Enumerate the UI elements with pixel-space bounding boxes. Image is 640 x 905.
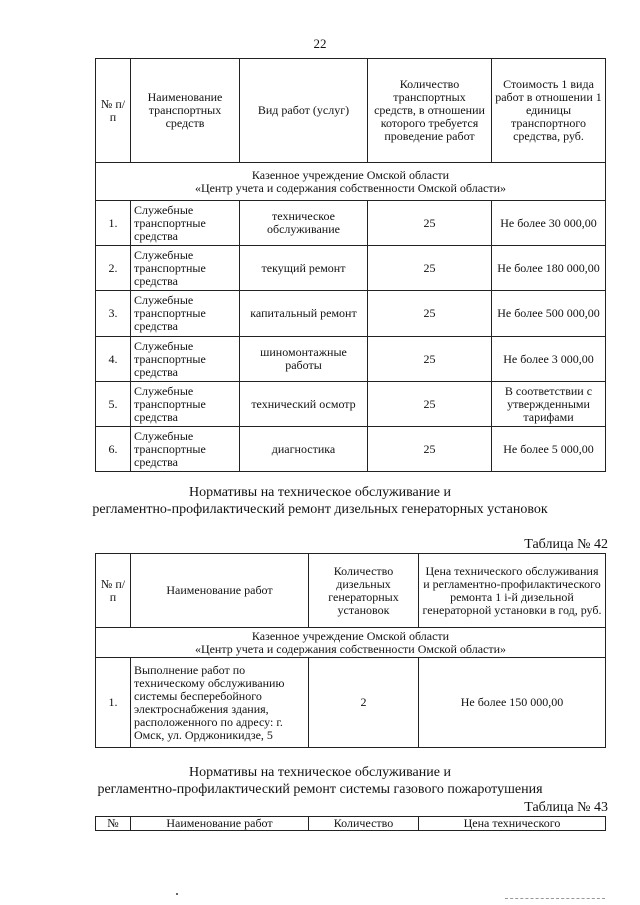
row-vehicle-name: Служебные транспортные средства xyxy=(131,291,240,337)
group-cell xyxy=(96,163,606,201)
table-header-row xyxy=(96,554,606,628)
row-number: 5. xyxy=(96,382,131,427)
row-vehicle-count: 25 xyxy=(368,337,492,382)
section-2-title-line-2: регламентно-профилактический ремонт дизельных генераторных установок xyxy=(92,502,548,517)
row-number: 2. xyxy=(96,246,131,291)
row-vehicle-name: Служебные транспортные средства xyxy=(131,382,240,427)
group-row xyxy=(96,628,606,658)
header-price: Цена технического xyxy=(419,817,606,831)
row-cost: Не более 5 000,00 xyxy=(492,427,606,472)
table-row xyxy=(96,658,606,748)
section-2-title xyxy=(0,484,640,518)
row-number: 4. xyxy=(96,337,131,382)
row-vehicle-name: Служебные транспортные средства xyxy=(131,337,240,382)
header-work-name: Наименование работ xyxy=(131,817,309,831)
header-generator-count: Количество дизельных генераторных установок xyxy=(309,554,419,628)
table-row xyxy=(96,337,606,382)
row-vehicle-count: 25 xyxy=(368,427,492,472)
row-work-type: техническое обслуживание xyxy=(240,201,368,246)
row-work-type: технический осмотр xyxy=(240,382,368,427)
table-row xyxy=(96,201,606,246)
group-cell xyxy=(96,628,606,658)
row-cost: В соответствии с утвержденными тарифами xyxy=(492,382,606,427)
row-cost: Не более 30 000,00 xyxy=(492,201,606,246)
section-2-title-line-1: Нормативы на техническое обслуживание и xyxy=(189,485,451,500)
section-3-title-line-2: регламентно-профилактический ремонт системы газового пожаротушения xyxy=(97,782,543,797)
header-vehicle-name: Наименование транспортных средств xyxy=(131,59,240,163)
header-number: № xyxy=(96,817,131,831)
table-row xyxy=(96,427,606,472)
table-row xyxy=(96,246,606,291)
group-line-2: «Центр учета и содержания собственности Омской области» xyxy=(194,641,507,656)
gas-fire-suppression-table xyxy=(95,816,606,831)
group-line-1: Казенное учреждение Омской области xyxy=(251,628,450,643)
row-vehicle-name: Служебные транспортные средства xyxy=(131,427,240,472)
row-cost: Не более 180 000,00 xyxy=(492,246,606,291)
row-cost: Не более 3 000,00 xyxy=(492,337,606,382)
group-line-2: «Центр учета и содержания собственности Омской области» xyxy=(194,180,507,195)
diesel-generator-table xyxy=(95,553,606,748)
scan-line xyxy=(505,898,605,899)
section-3-title-line-1: Нормативы на техническое обслуживание и xyxy=(189,765,451,780)
group-line-1: Казенное учреждение Омской области xyxy=(251,167,450,182)
row-vehicle-count: 25 xyxy=(368,201,492,246)
transport-works-table xyxy=(95,58,606,472)
page-number: 22 xyxy=(313,36,327,51)
row-work-type: капитальный ремонт xyxy=(240,291,368,337)
header-price: Цена технического обслуживания и регламентно-профилактического ремонта 1 i-й дизельной генераторной установки в год, руб. xyxy=(419,554,606,628)
scan-dot xyxy=(176,893,178,895)
header-work-type: Вид работ (услуг) xyxy=(240,59,368,163)
row-vehicle-name: Служебные транспортные средства xyxy=(131,246,240,291)
row-vehicle-name: Служебные транспортные средства xyxy=(131,201,240,246)
row-work-type: текущий ремонт xyxy=(240,246,368,291)
row-number: 1. xyxy=(96,201,131,246)
section-3-title xyxy=(0,764,640,798)
row-number: 6. xyxy=(96,427,131,472)
row-price: Не более 150 000,00 xyxy=(419,658,606,748)
table-header-row xyxy=(96,59,606,163)
group-row xyxy=(96,163,606,201)
table-header-row xyxy=(96,817,606,831)
row-vehicle-count: 25 xyxy=(368,291,492,337)
header-number: № п/п xyxy=(96,554,131,628)
row-vehicle-count: 25 xyxy=(368,246,492,291)
row-vehicle-count: 25 xyxy=(368,382,492,427)
row-work-type: шиномонтажные работы xyxy=(240,337,368,382)
row-generator-count: 2 xyxy=(309,658,419,748)
row-number: 1. xyxy=(96,658,131,748)
header-vehicle-count: Количество транспортных средств, в отношении которого требуется проведение работ xyxy=(368,59,492,163)
table-42-label: Таблица № 42 xyxy=(524,537,608,552)
table-43-label: Таблица № 43 xyxy=(524,800,608,815)
row-work-type: диагностика xyxy=(240,427,368,472)
table-row xyxy=(96,382,606,427)
header-work-name: Наименование работ xyxy=(131,554,309,628)
row-number: 3. xyxy=(96,291,131,337)
table-row xyxy=(96,291,606,337)
header-cost: Стоимость 1 вида работ в отношении 1 единицы транспортного средства, руб. xyxy=(492,59,606,163)
header-quantity: Количество xyxy=(309,817,419,831)
header-number: № п/п xyxy=(96,59,131,163)
row-cost: Не более 500 000,00 xyxy=(492,291,606,337)
row-work-name: Выполнение работ по техническому обслуживанию системы бесперебойного электроснабжения здания, расположенного по адресу: г. Омск, ул. Орджоникидзе, 5 xyxy=(131,658,309,748)
